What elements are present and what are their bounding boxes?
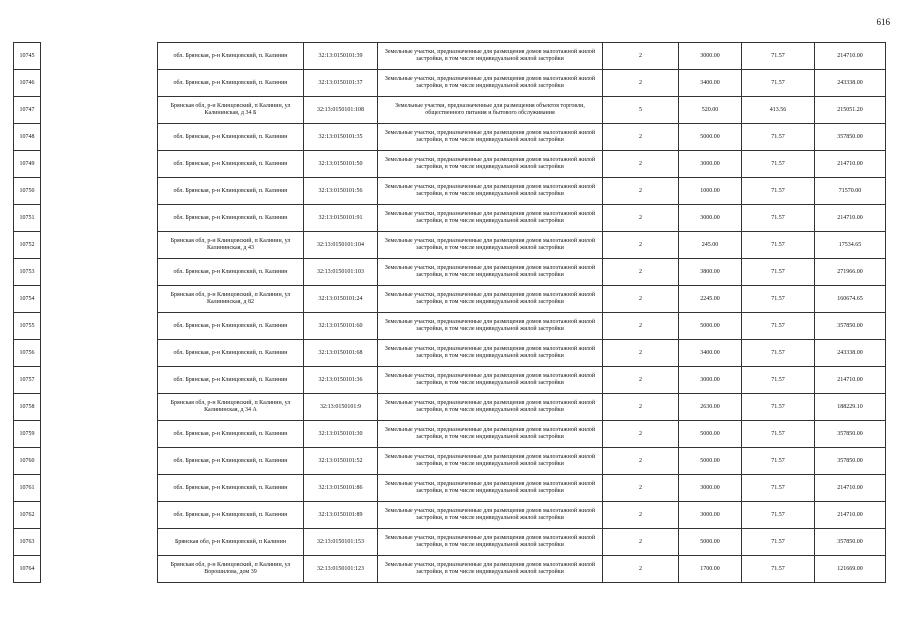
- land-use-cell: Земельные участки, предназначенные для размещения домов малоэтажной жилой застройки, в том числе индивидуальной жилой застройки: [378, 232, 603, 259]
- unit-value-cell: 71.57: [742, 448, 815, 475]
- address-cell: Брянская обл, р-н Клинцовский, п Калинин, ул Калининская, д 34 Б: [158, 97, 304, 124]
- cadastral-value-cell: 357850.00: [815, 421, 886, 448]
- unit-value-cell: 71.57: [742, 259, 815, 286]
- table-row: [14, 529, 886, 556]
- address-cell: Брянская обл, р-н Клинцовский, п Калинин, ул Калининская, д 82: [158, 286, 304, 313]
- table-row: [14, 475, 886, 502]
- cadastral-value-cell: 214710.00: [815, 205, 886, 232]
- group-cell: 2: [603, 313, 679, 340]
- group-cell: 2: [603, 448, 679, 475]
- spacer-cell: [41, 529, 158, 556]
- area-cell: 3000.00: [679, 502, 742, 529]
- spacer-cell: [41, 313, 158, 340]
- land-use-cell: Земельные участки, предназначенные для размещения домов малоэтажной жилой застройки, в том числе индивидуальной жилой застройки: [378, 124, 603, 151]
- land-use-cell: Земельные участки, предназначенные для размещения домов малоэтажной жилой застройки, в том числе индивидуальной жилой застройки: [378, 70, 603, 97]
- cadastral-value-cell: 17534.65: [815, 232, 886, 259]
- table-row: [14, 556, 886, 583]
- cadastral-value-cell: 357850.00: [815, 313, 886, 340]
- unit-value-cell: 71.57: [742, 367, 815, 394]
- cadastral-value-cell: 357850.00: [815, 448, 886, 475]
- spacer-cell: [41, 556, 158, 583]
- spacer-cell: [41, 367, 158, 394]
- row-number-cell: 10764: [14, 556, 41, 583]
- table-row: [14, 502, 886, 529]
- cadastral-number-cell: 32:13:0150101:39: [304, 43, 378, 70]
- group-cell: 2: [603, 205, 679, 232]
- row-number-cell: 10759: [14, 421, 41, 448]
- area-cell: 3000.00: [679, 43, 742, 70]
- group-cell: 2: [603, 259, 679, 286]
- spacer-cell: [41, 259, 158, 286]
- group-cell: 2: [603, 43, 679, 70]
- cadastral-value-cell: 121669.00: [815, 556, 886, 583]
- address-cell: обл. Брянская, р-н Клинцовский, п. Калинин: [158, 151, 304, 178]
- row-number-cell: 10748: [14, 124, 41, 151]
- cadastral-value-table: [13, 42, 886, 583]
- unit-value-cell: 71.57: [742, 178, 815, 205]
- table-row: [14, 313, 886, 340]
- address-cell: обл. Брянская, р-н Клинцовский, п. Калинин: [158, 178, 304, 205]
- group-cell: 2: [603, 340, 679, 367]
- table-row: [14, 97, 886, 124]
- table-body: [14, 43, 886, 583]
- land-use-cell: Земельные участки, предназначенные для размещения объектов торговли, общественного питания и бытового обслуживания: [378, 97, 603, 124]
- land-use-cell: Земельные участки, предназначенные для размещения домов малоэтажной жилой застройки, в том числе индивидуальной жилой застройки: [378, 43, 603, 70]
- table-row: [14, 340, 886, 367]
- cadastral-value-cell: 271966.00: [815, 259, 886, 286]
- cadastral-number-cell: 32:13:0150101:103: [304, 259, 378, 286]
- area-cell: 1000.00: [679, 178, 742, 205]
- row-number-cell: 10758: [14, 394, 41, 421]
- land-use-cell: Земельные участки, предназначенные для размещения домов малоэтажной жилой застройки, в том числе индивидуальной жилой застройки: [378, 529, 603, 556]
- table-row: [14, 232, 886, 259]
- cadastral-number-cell: 32:13:0150101:56: [304, 178, 378, 205]
- row-number-cell: 10756: [14, 340, 41, 367]
- row-number-cell: 10754: [14, 286, 41, 313]
- cadastral-number-cell: 32:13:0150101:36: [304, 367, 378, 394]
- row-number-cell: 10745: [14, 43, 41, 70]
- cadastral-value-cell: 71570.00: [815, 178, 886, 205]
- land-use-cell: Земельные участки, предназначенные для размещения домов малоэтажной жилой застройки, в том числе индивидуальной жилой застройки: [378, 475, 603, 502]
- land-use-cell: Земельные участки, предназначенные для размещения домов малоэтажной жилой застройки, в том числе индивидуальной жилой застройки: [378, 286, 603, 313]
- address-cell: обл. Брянская, р-н Клинцовский, п. Калинин: [158, 475, 304, 502]
- cadastral-number-cell: 32:13:0150101:68: [304, 340, 378, 367]
- group-cell: 2: [603, 394, 679, 421]
- group-cell: 2: [603, 556, 679, 583]
- area-cell: 3000.00: [679, 367, 742, 394]
- area-cell: 3400.00: [679, 70, 742, 97]
- area-cell: 3800.00: [679, 259, 742, 286]
- table-row: [14, 43, 886, 70]
- spacer-cell: [41, 124, 158, 151]
- address-cell: обл. Брянская, р-н Клинцовский, п. Калинин: [158, 421, 304, 448]
- spacer-cell: [41, 97, 158, 124]
- unit-value-cell: 71.57: [742, 151, 815, 178]
- cadastral-number-cell: 32:13:0150101:24: [304, 286, 378, 313]
- table-row: [14, 286, 886, 313]
- cadastral-value-cell: 160674.65: [815, 286, 886, 313]
- unit-value-cell: 71.57: [742, 124, 815, 151]
- cadastral-value-cell: 357850.00: [815, 529, 886, 556]
- table-row: [14, 421, 886, 448]
- cadastral-number-cell: 32:13:0150101:35: [304, 124, 378, 151]
- cadastral-number-cell: 32:13:0150101:50: [304, 151, 378, 178]
- row-number-cell: 10761: [14, 475, 41, 502]
- spacer-cell: [41, 205, 158, 232]
- spacer-cell: [41, 43, 158, 70]
- cadastral-value-cell: 214710.00: [815, 367, 886, 394]
- spacer-cell: [41, 502, 158, 529]
- cadastral-value-cell: 214710.00: [815, 502, 886, 529]
- cadastral-number-cell: 32:13:0150101:153: [304, 529, 378, 556]
- address-cell: Брянская обл, р-н Клинцовский, п Калинин, ул Калининская, д 34 А: [158, 394, 304, 421]
- group-cell: 2: [603, 502, 679, 529]
- land-use-cell: Земельные участки, предназначенные для размещения домов малоэтажной жилой застройки, в том числе индивидуальной жилой застройки: [378, 259, 603, 286]
- group-cell: 2: [603, 151, 679, 178]
- unit-value-cell: 71.57: [742, 529, 815, 556]
- area-cell: 3400.00: [679, 340, 742, 367]
- unit-value-cell: 71.57: [742, 340, 815, 367]
- table-row: [14, 367, 886, 394]
- area-cell: 5000.00: [679, 421, 742, 448]
- table-row: [14, 448, 886, 475]
- area-cell: 5000.00: [679, 124, 742, 151]
- table-row: [14, 394, 886, 421]
- land-use-cell: Земельные участки, предназначенные для размещения домов малоэтажной жилой застройки, в том числе индивидуальной жилой застройки: [378, 421, 603, 448]
- unit-value-cell: 71.57: [742, 70, 815, 97]
- unit-value-cell: 413.56: [742, 97, 815, 124]
- cadastral-number-cell: 32:13:0150101:108: [304, 97, 378, 124]
- group-cell: 5: [603, 97, 679, 124]
- group-cell: 2: [603, 286, 679, 313]
- row-number-cell: 10755: [14, 313, 41, 340]
- land-use-cell: Земельные участки, предназначенные для размещения домов малоэтажной жилой застройки, в том числе индивидуальной жилой застройки: [378, 313, 603, 340]
- table-row: [14, 205, 886, 232]
- area-cell: 520.00: [679, 97, 742, 124]
- group-cell: 2: [603, 421, 679, 448]
- cadastral-value-cell: 357850.00: [815, 124, 886, 151]
- area-cell: 3000.00: [679, 205, 742, 232]
- unit-value-cell: 71.57: [742, 475, 815, 502]
- land-use-cell: Земельные участки, предназначенные для размещения домов малоэтажной жилой застройки, в том числе индивидуальной жилой застройки: [378, 178, 603, 205]
- area-cell: 2245.00: [679, 286, 742, 313]
- spacer-cell: [41, 475, 158, 502]
- address-cell: Брянская обл, р-н Клинцовский, п Калинин, ул Ворошилова, дом 39: [158, 556, 304, 583]
- cadastral-number-cell: 32:13:0150101:104: [304, 232, 378, 259]
- row-number-cell: 10752: [14, 232, 41, 259]
- spacer-cell: [41, 340, 158, 367]
- spacer-cell: [41, 448, 158, 475]
- table-row: [14, 151, 886, 178]
- table-row: [14, 259, 886, 286]
- row-number-cell: 10760: [14, 448, 41, 475]
- land-use-cell: Земельные участки, предназначенные для размещения домов малоэтажной жилой застройки, в том числе индивидуальной жилой застройки: [378, 502, 603, 529]
- cadastral-value-cell: 215051.20: [815, 97, 886, 124]
- group-cell: 2: [603, 367, 679, 394]
- cadastral-value-cell: 188229.10: [815, 394, 886, 421]
- land-use-cell: Земельные участки, предназначенные для размещения домов малоэтажной жилой застройки, в том числе индивидуальной жилой застройки: [378, 340, 603, 367]
- row-number-cell: 10749: [14, 151, 41, 178]
- land-use-cell: Земельные участки, предназначенные для размещения домов малоэтажной жилой застройки, в том числе индивидуальной жилой застройки: [378, 556, 603, 583]
- row-number-cell: 10746: [14, 70, 41, 97]
- address-cell: обл. Брянская, р-н Клинцовский, п. Калинин: [158, 124, 304, 151]
- address-cell: обл. Брянская, р-н Клинцовский, п. Калинин: [158, 502, 304, 529]
- address-cell: обл. Брянская, р-н Клинцовский, п. Калинин: [158, 70, 304, 97]
- cadastral-number-cell: 32:13:0150101:52: [304, 448, 378, 475]
- land-use-cell: Земельные участки, предназначенные для размещения домов малоэтажной жилой застройки, в том числе индивидуальной жилой застройки: [378, 205, 603, 232]
- cadastral-value-cell: 243338.00: [815, 340, 886, 367]
- row-number-cell: 10762: [14, 502, 41, 529]
- area-cell: 3000.00: [679, 475, 742, 502]
- spacer-cell: [41, 232, 158, 259]
- group-cell: 2: [603, 475, 679, 502]
- unit-value-cell: 71.57: [742, 205, 815, 232]
- cadastral-value-cell: 243338.00: [815, 70, 886, 97]
- address-cell: обл. Брянская, р-н Клинцовский, п. Калинин: [158, 259, 304, 286]
- area-cell: 2630.00: [679, 394, 742, 421]
- land-use-cell: Земельные участки, предназначенные для размещения домов малоэтажной жилой застройки, в том числе индивидуальной жилой застройки: [378, 448, 603, 475]
- address-cell: обл. Брянская, р-н Клинцовский, п. Калинин: [158, 205, 304, 232]
- spacer-cell: [41, 70, 158, 97]
- area-cell: 5000.00: [679, 313, 742, 340]
- unit-value-cell: 71.57: [742, 313, 815, 340]
- table-row: [14, 70, 886, 97]
- address-cell: обл. Брянская, р-н Клинцовский, п. Калинин: [158, 43, 304, 70]
- row-number-cell: 10750: [14, 178, 41, 205]
- land-use-cell: Земельные участки, предназначенные для размещения домов малоэтажной жилой застройки, в том числе индивидуальной жилой застройки: [378, 394, 603, 421]
- cadastral-number-cell: 32:13:0150101:91: [304, 205, 378, 232]
- row-number-cell: 10763: [14, 529, 41, 556]
- cadastral-value-cell: 214710.00: [815, 151, 886, 178]
- area-cell: 5000.00: [679, 448, 742, 475]
- unit-value-cell: 71.57: [742, 502, 815, 529]
- group-cell: 2: [603, 232, 679, 259]
- land-use-cell: Земельные участки, предназначенные для размещения домов малоэтажной жилой застройки, в том числе индивидуальной жилой застройки: [378, 367, 603, 394]
- address-cell: обл. Брянская, р-н Клинцовский, п. Калинин: [158, 367, 304, 394]
- unit-value-cell: 71.57: [742, 232, 815, 259]
- group-cell: 2: [603, 529, 679, 556]
- spacer-cell: [41, 421, 158, 448]
- group-cell: 2: [603, 70, 679, 97]
- cadastral-value-cell: 214710.00: [815, 475, 886, 502]
- unit-value-cell: 71.57: [742, 43, 815, 70]
- spacer-cell: [41, 286, 158, 313]
- group-cell: 2: [603, 124, 679, 151]
- unit-value-cell: 71.57: [742, 556, 815, 583]
- table-row: [14, 178, 886, 205]
- cadastral-number-cell: 32:13:0150101:123: [304, 556, 378, 583]
- land-use-cell: Земельные участки, предназначенные для размещения домов малоэтажной жилой застройки, в том числе индивидуальной жилой застройки: [378, 151, 603, 178]
- address-cell: Брянская обл, р-н Клинцовский, п Калинин, ул Калининская, д 43: [158, 232, 304, 259]
- area-cell: 3000.00: [679, 151, 742, 178]
- spacer-cell: [41, 394, 158, 421]
- area-cell: 1700.00: [679, 556, 742, 583]
- cadastral-number-cell: 32:13:0150101:9: [304, 394, 378, 421]
- address-cell: обл. Брянская, р-н Клинцовский, п. Калинин: [158, 340, 304, 367]
- cadastral-number-cell: 32:13:0150101:30: [304, 421, 378, 448]
- cadastral-value-cell: 214710.00: [815, 43, 886, 70]
- cadastral-number-cell: 32:13:0150101:60: [304, 313, 378, 340]
- spacer-cell: [41, 151, 158, 178]
- spacer-cell: [41, 178, 158, 205]
- unit-value-cell: 71.57: [742, 394, 815, 421]
- row-number-cell: 10747: [14, 97, 41, 124]
- address-cell: Брянская обл, р-н Клинцовский, п Калинин: [158, 529, 304, 556]
- row-number-cell: 10751: [14, 205, 41, 232]
- row-number-cell: 10753: [14, 259, 41, 286]
- page-number: 616: [876, 17, 890, 27]
- cadastral-number-cell: 32:13:0150101:37: [304, 70, 378, 97]
- area-cell: 245.00: [679, 232, 742, 259]
- cadastral-number-cell: 32:13:0150101:86: [304, 475, 378, 502]
- row-number-cell: 10757: [14, 367, 41, 394]
- unit-value-cell: 71.57: [742, 286, 815, 313]
- table-row: [14, 124, 886, 151]
- group-cell: 2: [603, 178, 679, 205]
- cadastral-number-cell: 32:13:0150101:89: [304, 502, 378, 529]
- address-cell: обл. Брянская, р-н Клинцовский, п. Калинин: [158, 313, 304, 340]
- area-cell: 5000.00: [679, 529, 742, 556]
- address-cell: обл. Брянская, р-н Клинцовский, п. Калинин: [158, 448, 304, 475]
- unit-value-cell: 71.57: [742, 421, 815, 448]
